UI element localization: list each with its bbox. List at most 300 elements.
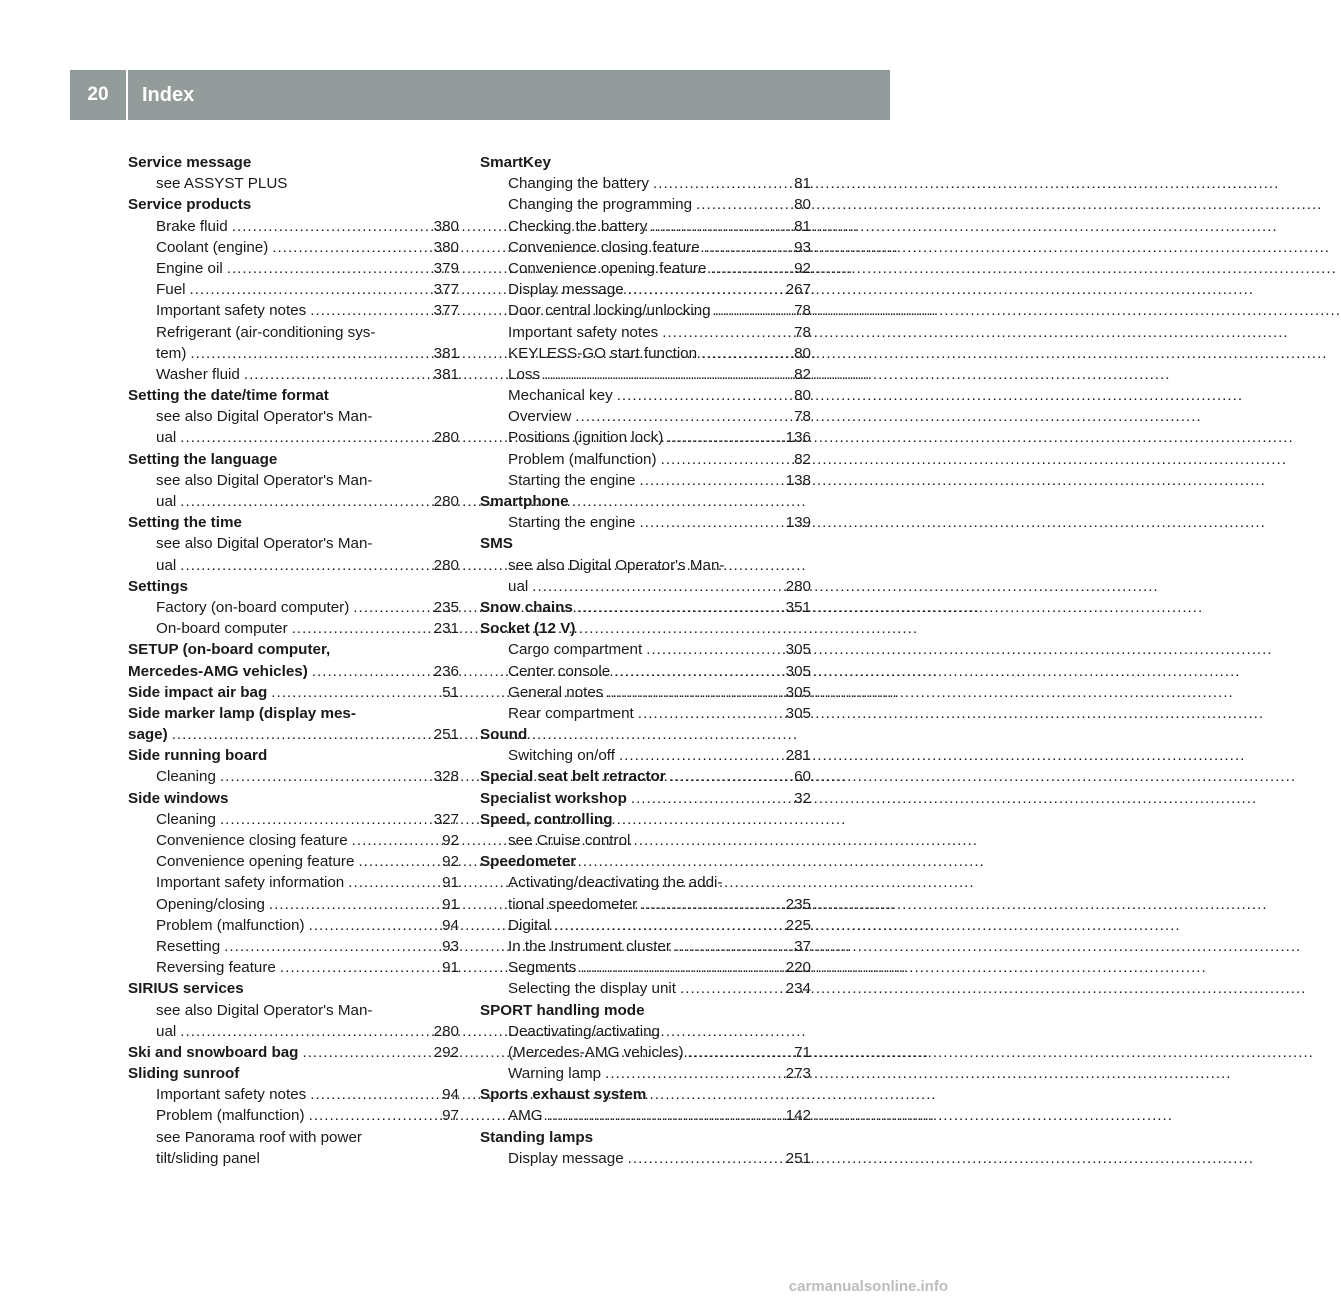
- entry-text: Special seat belt retractor: [480, 768, 666, 786]
- index-subentry: [480, 1042, 811, 1063]
- dot-leader: [302, 1042, 429, 1063]
- dot-leader: [680, 978, 782, 999]
- entry-text: ual: [156, 556, 177, 574]
- dot-leader: [575, 406, 790, 427]
- dot-leader: [631, 788, 790, 809]
- page-reference: 305: [785, 704, 811, 722]
- index-subentry: [128, 809, 459, 830]
- index-subentry: [480, 194, 811, 215]
- entry-text: Positions (ignition lock): [508, 429, 664, 447]
- dot-leader: [661, 449, 791, 470]
- index-heading: [128, 385, 459, 406]
- index-heading: [128, 978, 459, 999]
- entry-text: Settings: [128, 577, 188, 595]
- entry-text: Brake fluid: [156, 217, 228, 235]
- entry-text: Speedometer: [480, 853, 577, 871]
- index-subentry: [128, 1021, 459, 1042]
- dot-leader: [614, 661, 782, 682]
- page-reference: 305: [785, 641, 811, 659]
- entry-text: see also Digital Operator's Man-: [156, 1001, 373, 1019]
- page-reference: 381: [433, 344, 459, 362]
- index-heading: [480, 1000, 811, 1021]
- entry-text: Side impact air bag: [128, 683, 268, 701]
- index-heading: [480, 851, 811, 872]
- page-reference: 60: [794, 768, 811, 786]
- entry-text: Sliding sunroof: [128, 1065, 240, 1083]
- index-subentry: [480, 385, 811, 406]
- dot-leader: [688, 1042, 791, 1063]
- index-subentry: [128, 491, 459, 512]
- page-reference: 91: [442, 959, 459, 977]
- index-subentry: [480, 957, 811, 978]
- dot-leader: [310, 1084, 438, 1105]
- entry-text: KEYLESS-GO start function: [508, 344, 698, 362]
- index-heading: [128, 661, 459, 682]
- index-subentry: [128, 957, 459, 978]
- index-heading: [480, 491, 811, 512]
- entry-text: Side windows: [128, 789, 229, 807]
- page-reference: 351: [785, 598, 811, 616]
- header-divider: [126, 70, 128, 120]
- index-heading: [128, 788, 459, 809]
- entry-text: Setting the time: [128, 514, 242, 532]
- entry-text: Important safety information: [156, 874, 345, 892]
- index-subentry: [128, 279, 459, 300]
- dot-leader: [554, 915, 781, 936]
- entry-text: Sports exhaust system: [480, 1086, 647, 1104]
- entry-text: see also Digital Operator's Man-: [156, 408, 373, 426]
- index-subentry: [128, 300, 459, 321]
- index-subentry: [128, 915, 459, 936]
- index-subentry: [128, 1084, 459, 1105]
- dot-leader: [312, 661, 430, 682]
- dot-leader: [292, 618, 430, 639]
- entry-text: tem): [156, 344, 187, 362]
- page-reference: 32: [794, 789, 811, 807]
- entry-text: Activating/deactivating the addi-: [508, 874, 723, 892]
- index-subentry: [480, 216, 811, 237]
- page-reference: 305: [785, 683, 811, 701]
- dot-leader: [280, 957, 438, 978]
- index-subentry: [480, 237, 811, 258]
- dot-leader: [607, 682, 781, 703]
- page-reference: 94: [442, 1086, 459, 1104]
- entry-text: Changing the battery: [508, 175, 650, 193]
- entry-text: see Panorama roof with power: [156, 1128, 362, 1146]
- dot-leader: [224, 936, 438, 957]
- index-subentry: [128, 427, 459, 448]
- index-subentry: [480, 364, 811, 385]
- page-reference: 280: [433, 429, 459, 447]
- index-heading: [480, 1127, 811, 1148]
- entry-text: Standing lamps: [480, 1128, 594, 1146]
- index-subentry: [128, 851, 459, 872]
- entry-text: Snow chains: [480, 598, 573, 616]
- page-number: 20: [87, 84, 109, 105]
- index-subentry: [480, 343, 811, 364]
- entry-text: Refrigerant (air-conditioning sys-: [156, 323, 376, 341]
- entry-text: Starting the engine: [508, 471, 636, 489]
- entry-text: see also Digital Operator's Man-: [508, 556, 725, 574]
- entry-text: On-board computer: [156, 620, 288, 638]
- index-heading: [128, 745, 459, 766]
- dot-leader: [640, 470, 782, 491]
- entry-text: Important safety notes: [508, 323, 659, 341]
- page-reference: 139: [785, 514, 811, 532]
- index-column-left: [128, 152, 459, 1169]
- entry-text: Setting the date/time format: [128, 387, 329, 405]
- page-reference: 80: [794, 387, 811, 405]
- dot-leader: [715, 300, 790, 321]
- index-subentry: [128, 830, 459, 851]
- page-reference: 380: [433, 217, 459, 235]
- page-reference: 82: [794, 450, 811, 468]
- index-heading: [128, 576, 459, 597]
- index-heading: [480, 533, 811, 554]
- page-reference: 235: [433, 598, 459, 616]
- page-reference: 234: [785, 980, 811, 998]
- dot-leader: [309, 1105, 439, 1126]
- page-reference: 138: [785, 471, 811, 489]
- entry-text: SETUP (on-board computer,: [128, 641, 331, 659]
- index-subentry: [128, 1148, 459, 1169]
- entry-text: Opening/closing: [156, 895, 265, 913]
- dot-leader: [220, 809, 430, 830]
- page-reference: 78: [794, 323, 811, 341]
- index-heading: [128, 639, 459, 660]
- entry-text: ual: [508, 577, 529, 595]
- index-subentry: [480, 872, 811, 893]
- entry-text: General notes: [508, 683, 604, 701]
- entry-text: Side marker lamp (display mes-: [128, 704, 356, 722]
- dot-leader: [352, 830, 438, 851]
- dot-leader: [704, 237, 790, 258]
- index-subentry: [128, 597, 459, 618]
- entry-text: Smartphone: [480, 493, 569, 510]
- entry-text: In the Instrument cluster: [508, 937, 671, 955]
- entry-text: Convenience opening feature: [156, 853, 355, 871]
- dot-leader: [358, 851, 438, 872]
- entry-text: see also Digital Operator's Man-: [156, 535, 373, 553]
- page-reference: 82: [794, 365, 811, 383]
- index-heading: [128, 1063, 459, 1084]
- entry-text: SIRIUS services: [128, 980, 244, 998]
- page-reference: 377: [433, 281, 459, 299]
- entry-text: Important safety notes: [156, 302, 307, 320]
- page-reference: 142: [785, 1107, 811, 1125]
- dot-leader: [638, 703, 782, 724]
- page-reference: 91: [442, 874, 459, 892]
- entry-text: Convenience closing feature: [508, 238, 700, 256]
- entry-text: Resetting: [156, 937, 221, 955]
- dot-leader: [532, 576, 781, 597]
- dot-leader: [309, 915, 439, 936]
- entry-text: Speed, controlling: [480, 810, 613, 828]
- page-reference: 305: [785, 662, 811, 680]
- page-reference: 225: [785, 916, 811, 934]
- page-reference: 267: [785, 281, 811, 299]
- entry-text: AMG: [508, 1107, 543, 1125]
- index-subentry: [480, 915, 811, 936]
- index-subentry: [480, 1021, 811, 1042]
- dot-leader: [646, 639, 781, 660]
- index-subentry: [128, 766, 459, 787]
- index-heading: [128, 703, 459, 724]
- index-subentry: [128, 872, 459, 893]
- entry-text: SmartKey: [480, 154, 551, 171]
- dot-leader: [353, 597, 429, 618]
- index-subentry: [480, 978, 811, 999]
- index-subentry: [128, 1127, 459, 1148]
- index-subentry: [480, 279, 811, 300]
- index-subentry: [128, 237, 459, 258]
- index-heading: [480, 597, 811, 618]
- entry-text: Starting the engine: [508, 514, 636, 532]
- dot-leader: [272, 237, 429, 258]
- page-reference: 328: [433, 768, 459, 786]
- page-reference: 97: [442, 1107, 459, 1125]
- index-subentry: [480, 576, 811, 597]
- index-subentry: [480, 258, 811, 279]
- index-heading: [480, 1084, 811, 1105]
- dot-leader: [172, 724, 430, 745]
- index-subentry: [480, 300, 811, 321]
- dot-leader: [220, 766, 430, 787]
- entry-text: ual: [156, 429, 177, 447]
- dot-leader: [271, 682, 438, 703]
- dot-leader: [180, 427, 429, 448]
- page-reference: 379: [433, 259, 459, 277]
- page-reference: 93: [794, 238, 811, 256]
- page-reference: 92: [442, 853, 459, 871]
- dot-leader: [670, 766, 790, 787]
- index-subentry: [480, 1105, 811, 1126]
- entry-text: Coolant (engine): [156, 238, 269, 256]
- dot-leader: [628, 1148, 782, 1169]
- entry-text: ual: [156, 1022, 177, 1040]
- page-reference: 251: [433, 726, 459, 744]
- dot-leader: [180, 555, 429, 576]
- page-reference: 78: [794, 302, 811, 320]
- page-reference: 71: [794, 1043, 811, 1061]
- entry-text: Problem (malfunction): [156, 1107, 305, 1125]
- page-reference: 80: [794, 196, 811, 214]
- entry-text: Sound: [480, 726, 528, 744]
- dot-leader: [544, 364, 790, 385]
- index-subentry: [128, 936, 459, 957]
- index-subentry: [480, 830, 811, 851]
- entry-text: Center console: [508, 662, 611, 680]
- index-subentry: [480, 1148, 811, 1169]
- index-subentry: [128, 470, 459, 491]
- page-reference: 377: [433, 302, 459, 320]
- entry-text: Problem (malfunction): [508, 450, 657, 468]
- index-heading: [128, 682, 459, 703]
- entry-text: Rear compartment: [508, 704, 634, 722]
- entry-text: SMS: [480, 535, 513, 553]
- page-reference: 281: [785, 747, 811, 765]
- index-subentry: [128, 343, 459, 364]
- index-subentry: [480, 449, 811, 470]
- page-reference: 280: [433, 1022, 459, 1040]
- entry-text: Cleaning: [156, 768, 216, 786]
- dot-leader: [190, 279, 430, 300]
- dot-leader: [547, 1105, 782, 1126]
- dot-leader: [180, 491, 429, 512]
- entry-text: Deactivating/activating: [508, 1022, 660, 1040]
- section-title: Index: [142, 83, 195, 106]
- dot-leader: [180, 1021, 429, 1042]
- entry-text: see ASSYST PLUS: [156, 175, 288, 193]
- index-subentry: [480, 555, 811, 576]
- dot-leader: [577, 597, 782, 618]
- entry-text: Factory (on-board computer): [156, 598, 350, 616]
- entry-text: Overview: [508, 408, 572, 426]
- entry-text: Display message: [508, 281, 624, 299]
- index-heading: [480, 724, 811, 745]
- entry-text: Washer fluid: [156, 365, 240, 383]
- entry-text: Side running board: [128, 747, 268, 765]
- entry-text: Mechanical key: [508, 387, 613, 405]
- index-subentry: [480, 512, 811, 533]
- index-subentry: [128, 555, 459, 576]
- entry-text: Cleaning: [156, 810, 216, 828]
- page-reference: 236: [433, 662, 459, 680]
- entry-text: see Cruise control: [508, 832, 631, 849]
- index-subentry: [128, 258, 459, 279]
- dot-leader: [667, 427, 781, 448]
- entry-text: Specialist workshop: [480, 789, 627, 807]
- page-reference: 37: [794, 937, 811, 955]
- index-subentry: [128, 364, 459, 385]
- dot-leader: [662, 322, 790, 343]
- dot-leader: [641, 894, 781, 915]
- entry-text: Convenience closing feature: [156, 832, 348, 849]
- page-reference: 93: [442, 937, 459, 955]
- index-subentry: [480, 639, 811, 660]
- page-reference: 292: [433, 1043, 459, 1061]
- page-header: [70, 70, 890, 120]
- index-heading: [480, 788, 811, 809]
- page-reference: 81: [794, 217, 811, 235]
- page-reference: 91: [442, 895, 459, 913]
- page-reference: 220: [785, 959, 811, 977]
- page-reference: 81: [794, 175, 811, 193]
- entry-text: Service products: [128, 196, 252, 214]
- page-reference: 235: [785, 895, 811, 913]
- dot-leader: [269, 894, 438, 915]
- index-column-right: [480, 152, 811, 1169]
- index-heading: [128, 449, 459, 470]
- entry-text: Loss: [508, 365, 541, 383]
- index-subentry: [480, 703, 811, 724]
- entry-text: Changing the programming: [508, 196, 693, 214]
- page-reference: 78: [794, 408, 811, 426]
- index-heading: [128, 1042, 459, 1063]
- dot-leader: [653, 173, 790, 194]
- page-reference: 80: [794, 344, 811, 362]
- entry-text: Engine oil: [156, 259, 223, 277]
- entry-text: (Mercedes-AMG vehicles): [508, 1043, 684, 1061]
- entry-text: Socket (12 V): [480, 620, 576, 638]
- dot-leader: [675, 936, 790, 957]
- page-reference: 280: [433, 493, 459, 510]
- page-reference: 327: [433, 810, 459, 828]
- dot-leader: [710, 258, 790, 279]
- dot-leader: [651, 216, 790, 237]
- index-subentry: [128, 533, 459, 554]
- dot-leader: [696, 194, 790, 215]
- entry-text: Cargo compartment: [508, 641, 643, 659]
- page-reference: 136: [785, 429, 811, 447]
- index-subentry: [128, 1000, 459, 1021]
- index-subentry: [128, 406, 459, 427]
- dot-leader: [628, 279, 782, 300]
- index-subentry: [480, 173, 811, 194]
- page-reference: 94: [442, 916, 459, 934]
- dot-leader: [227, 258, 430, 279]
- entry-text: Mercedes-AMG vehicles): [128, 662, 308, 680]
- page-reference: 380: [433, 238, 459, 256]
- entry-text: SPORT handling mode: [480, 1001, 645, 1019]
- entry-text: Ski and snowboard bag: [128, 1043, 299, 1061]
- page-reference: 92: [442, 832, 459, 849]
- index-heading: [480, 152, 811, 173]
- entry-text: see also Digital Operator's Man-: [156, 471, 373, 489]
- index-heading: [128, 724, 459, 745]
- page-reference: 92: [794, 259, 811, 277]
- entry-text: Warning lamp: [508, 1065, 602, 1083]
- dot-leader: [348, 872, 438, 893]
- dot-leader: [580, 957, 781, 978]
- dot-leader: [190, 343, 429, 364]
- index-subentry: [480, 427, 811, 448]
- index-subentry: [480, 682, 811, 703]
- dot-leader: [701, 343, 790, 364]
- index-subentry: [480, 661, 811, 682]
- index-subentry: [128, 322, 459, 343]
- page-reference: 280: [433, 556, 459, 574]
- dot-leader: [244, 364, 430, 385]
- dot-leader: [310, 300, 429, 321]
- index-heading: [128, 152, 459, 173]
- entry-text: Checking the battery: [508, 217, 648, 235]
- entry-text: Reversing feature: [156, 959, 276, 977]
- entry-text: Door central locking/unlocking: [508, 302, 711, 320]
- entry-text: Problem (malfunction): [156, 916, 305, 934]
- index-subentry: [480, 1063, 811, 1084]
- dot-leader: [617, 385, 790, 406]
- entry-text: tilt/sliding panel: [156, 1149, 260, 1167]
- index-subentry: [128, 618, 459, 639]
- entry-text: Switching on/off: [508, 747, 615, 765]
- index-subentry: [480, 936, 811, 957]
- entry-text: Setting the language: [128, 450, 278, 468]
- entry-text: Fuel: [156, 281, 186, 299]
- index-subentry: [128, 894, 459, 915]
- index-subentry: [480, 745, 811, 766]
- dot-leader: [619, 745, 782, 766]
- watermark: carmanualsonline.info: [788, 1278, 948, 1295]
- dot-leader: [605, 1063, 782, 1084]
- page-reference: 273: [785, 1065, 811, 1083]
- index-subentry: [480, 322, 811, 343]
- dot-leader: [640, 512, 782, 533]
- entry-text: Selecting the display unit: [508, 980, 677, 998]
- page-reference: 231: [433, 620, 459, 638]
- index-subentry: [480, 894, 811, 915]
- index-heading: [480, 618, 811, 639]
